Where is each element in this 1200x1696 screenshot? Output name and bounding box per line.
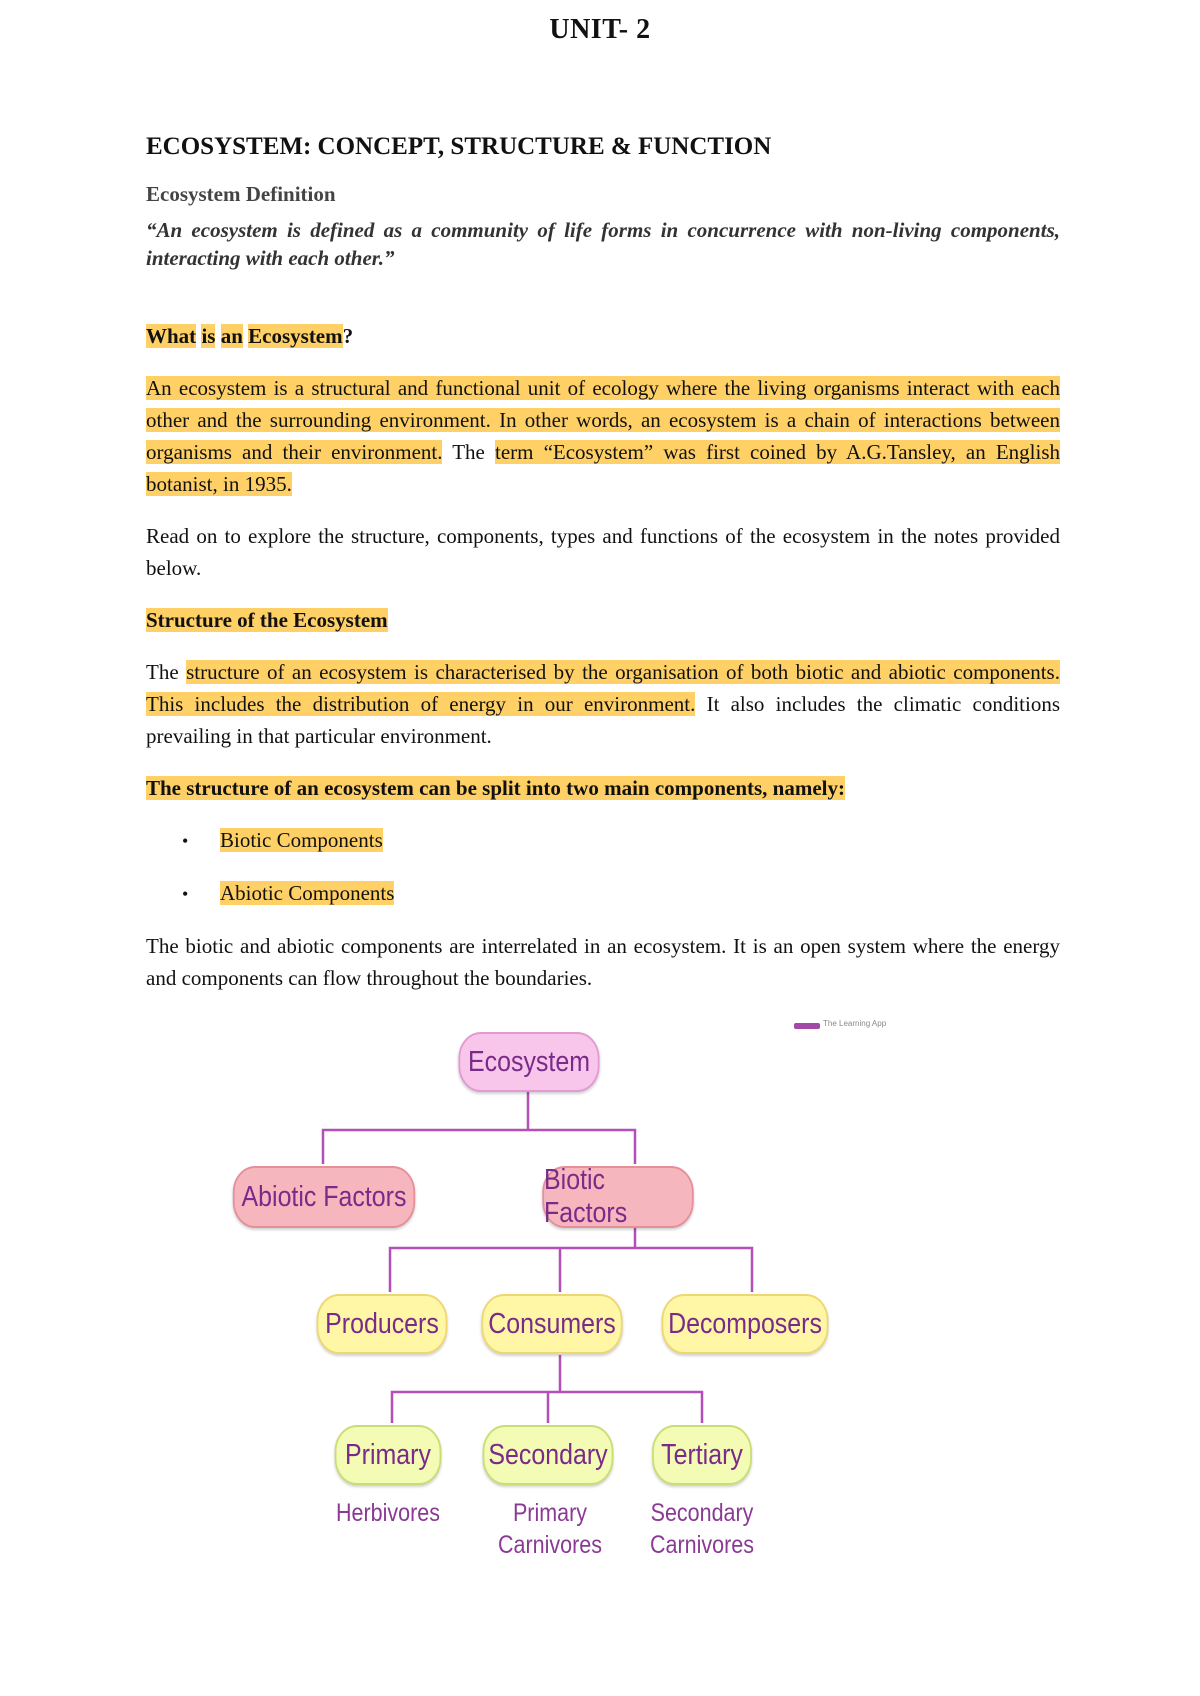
connector-root-level1	[323, 1092, 635, 1164]
what-is-heading-word4: Ecosystem	[248, 324, 343, 348]
what-is-highlight-1: An ecosystem is a structural and functional unit of ecology where the living organisms interact with each other and the surrounding environment. In other words, an ecosystem is a chain of interactions between organisms and their environment.	[146, 376, 1060, 464]
structure-highlight-2: This includes the distribution of energy in our environment.	[146, 692, 696, 716]
watermark-text: The Learning App	[823, 1019, 887, 1028]
what-is-heading-word2: is	[201, 324, 216, 348]
closing-paragraph: The biotic and abiotic components are interrelated in an ecosystem. It is an open system where the energy and components can flow throughout the boundaries.	[146, 934, 1060, 990]
caption-herbivores: Herbivores	[336, 1499, 440, 1527]
what-is-heading	[146, 320, 1060, 352]
bullet-icon: •	[182, 831, 189, 851]
node-abiotic-factors: Abiotic Factors	[233, 1166, 415, 1228]
list-item	[182, 877, 1060, 910]
node-secondary: Secondary	[483, 1425, 614, 1485]
node-primary: Primary	[335, 1425, 442, 1485]
node-producers: Producers	[317, 1294, 448, 1354]
component-label: Abiotic Components	[220, 881, 395, 905]
connector-biotic-level2	[390, 1226, 752, 1292]
what-is-highlight-2: term “Ecosystem” was first coined by A.G.Tansley, an English botanist, in 1935.	[146, 440, 1060, 496]
node-biotic-factors: Biotic Factors	[542, 1166, 693, 1228]
connector-consumers-level3	[392, 1355, 702, 1423]
node-consumers: Consumers	[481, 1294, 622, 1354]
split-heading-text: The structure of an ecosystem can be split into two main components, namely:	[146, 776, 845, 800]
node-tertiary: Tertiary	[652, 1425, 752, 1485]
watermark-logo	[794, 1023, 820, 1029]
list-item	[182, 824, 1060, 857]
structure-highlight-1: structure of an ecosystem is characterised by the organisation of both biotic and abiotic components.	[186, 660, 1060, 684]
component-label: Biotic Components	[220, 828, 383, 852]
what-is-heading-mark: ?	[342, 324, 354, 348]
components-list	[146, 824, 1060, 910]
read-on-paragraph: Read on to explore the structure, components, types and functions of the ecosystem in the notes provided below.	[146, 524, 1060, 580]
bullet-icon: •	[182, 884, 189, 904]
node-ecosystem: Ecosystem	[458, 1032, 599, 1092]
unit-title: UNIT- 2	[549, 14, 651, 45]
what-is-paragraph	[146, 372, 1060, 500]
structure-paragraph	[146, 656, 1060, 752]
structure-heading-text: Structure of the Ecosystem	[146, 608, 388, 632]
definition-heading: Ecosystem Definition	[146, 182, 336, 206]
what-is-heading-word3: an	[220, 324, 243, 348]
split-heading	[146, 772, 1060, 804]
caption-secondary-carnivores: Secondary Carnivores	[650, 1499, 754, 1559]
definition-quote: “An ecosystem is defined as a community of life forms in concurrence with non-living components, interacting with each other.”	[146, 218, 1060, 270]
what-is-plain-1: The	[442, 440, 495, 464]
content-body	[146, 130, 1060, 1014]
structure-plain-3: It also includes the climatic conditions prevailing in that particular environment.	[146, 692, 1060, 748]
node-decomposers: Decomposers	[662, 1294, 829, 1354]
structure-heading	[146, 604, 1060, 636]
what-is-heading-word1: What	[146, 324, 197, 348]
structure-plain-1: The	[146, 660, 187, 684]
main-heading: ECOSYSTEM: CONCEPT, STRUCTURE & FUNCTION	[146, 133, 772, 160]
caption-primary-carnivores: Primary Carnivores	[498, 1499, 602, 1559]
